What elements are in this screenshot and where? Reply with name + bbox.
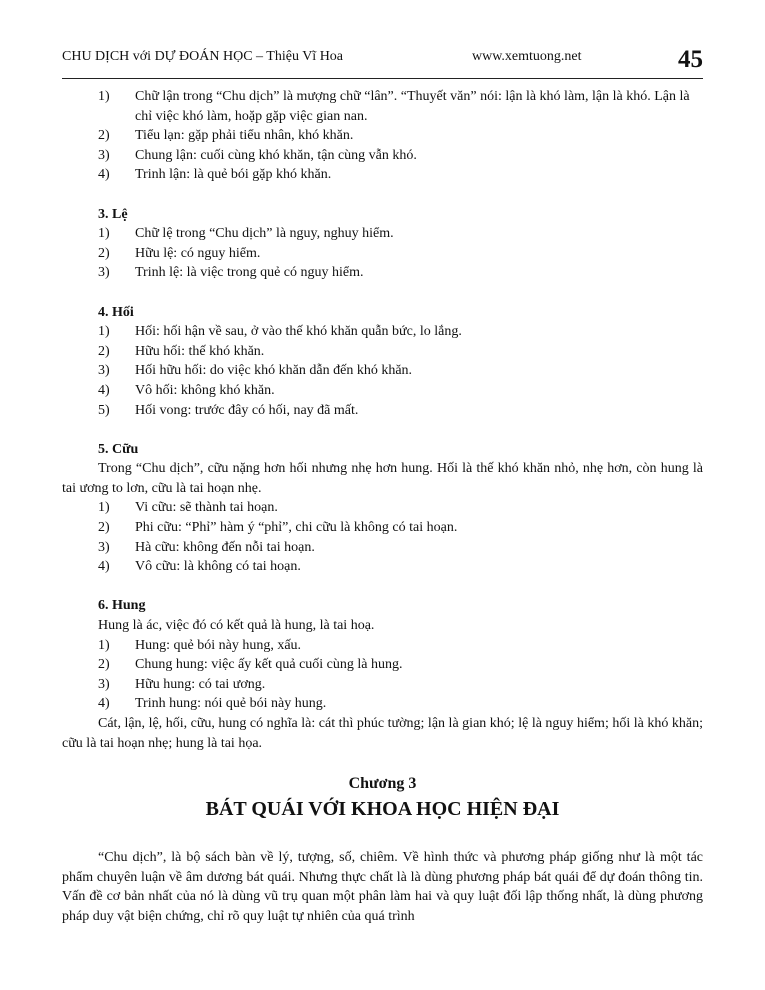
list-item [62, 655, 703, 675]
item-text: Trinh lệ: là việc trong quẻ có nguy hiểm. [135, 265, 364, 281]
item-text: Hối: hối hận về sau, ở vào thế khó khăn quẫn bức, lo lắng. [135, 324, 462, 340]
section-le [62, 205, 703, 283]
item-text: Chữ lệ trong “Chu dịch” là nguy, nghuy hiểm. [135, 226, 394, 242]
list-item [62, 498, 703, 518]
item-number: 4) [98, 167, 110, 183]
item-text: Hữu lệ: có nguy hiểm. [135, 245, 261, 261]
list-item [62, 636, 703, 656]
item-number: 2) [98, 657, 110, 673]
chapter-title: BÁT QUÁI VỚI KHOA HỌC HIỆN ĐẠI [205, 798, 560, 821]
section-intro: Hung là ác, việc đó có kết quả là hung, là tai hoạ. [98, 618, 375, 634]
list-item [62, 87, 703, 126]
list-item [62, 244, 703, 264]
item-number: 2) [98, 520, 110, 536]
list-item [62, 675, 703, 695]
item-number: 2) [98, 343, 110, 359]
item-text: Chung hung: việc ấy kết quả cuối cùng là hung. [135, 657, 403, 673]
section-heading: 6. Hung [98, 598, 146, 614]
list-item [62, 361, 703, 381]
item-text: Vi cữu: sẽ thành tai hoạn. [135, 500, 278, 516]
list-item [62, 263, 703, 283]
section-heading: 4. Hối [98, 304, 134, 320]
chapter-paragraph: “Chu dịch”, là bộ sách bàn về lý, tượng, số, chiêm. Về hình thức và phương pháp giống như là một tác phẩm chuyên luận về âm dương bát quái. Nhưng thực chất là là dùng phương pháp bát quái để dự đoán thông tin. Vấn đề cơ bản nhất của nó là dùng vũ trụ quan một phân làm hai và quy luật đối lập thống nhất, là dùng phương pháp duy vật biện chứng, chỉ rõ quy luật tự nhiên của quá trình [62, 850, 703, 924]
list-item [62, 342, 703, 362]
item-number: 4) [98, 696, 110, 712]
item-text: Vô hối: không khó khăn. [135, 382, 275, 398]
item-text: Trinh lận: là quẻ bói gặp khó khăn. [135, 167, 332, 183]
list-item [62, 538, 703, 558]
list-item [62, 126, 703, 146]
list-item [62, 401, 703, 421]
item-number: 1) [98, 500, 110, 516]
item-number: 3) [98, 147, 110, 163]
item-text: Trinh hung: nói quẻ bói này hung. [135, 696, 327, 712]
website-text: www.xemtuong.net [472, 49, 582, 64]
item-text: Phi cữu: “Phỉ” hàm ý “phỉ”, chi cữu là không có tai hoạn. [135, 520, 458, 536]
section-lan [62, 87, 703, 185]
section-summary: Cát, lận, lệ, hối, cữu, hung có nghĩa là: cát thì phúc tường; lận là gian khó; lệ là nguy hiểm; hối là khó khăn; cữu là tai hoạn nhẹ; hung là tai họa. [62, 716, 703, 751]
book-title: CHU DỊCH với DỰ ĐOÁN HỌC – Thiệu Vĩ Hoa [62, 49, 344, 64]
section-intro: Trong “Chu dịch”, cữu nặng hơn hối nhưng nhẹ hơn hung. Hối là thế khó khăn nhỏ, nhẹ hơn, còn hung là tai ương to lơn, cữu là tai hoạn nhẹ. [62, 461, 703, 496]
section-heading: 5. Cữu [98, 441, 139, 457]
item-number: 3) [98, 363, 110, 379]
list-item [62, 224, 703, 244]
item-text: Hữu hối: thế khó khăn. [135, 343, 265, 359]
page-content [62, 87, 703, 927]
section-heading: 3. Lệ [98, 206, 128, 222]
item-text: Hối vong: trước đây có hối, nay đã mất. [135, 402, 359, 418]
item-number: 1) [98, 89, 110, 104]
item-number: 2) [98, 128, 110, 144]
item-number: 1) [98, 324, 110, 340]
item-number: 3) [98, 676, 110, 692]
item-number: 3) [98, 539, 110, 555]
list-item [62, 518, 703, 538]
item-number: 4) [98, 382, 110, 398]
item-text: Vô cữu: là không có tai hoạn. [135, 559, 301, 575]
section-hung [62, 596, 703, 753]
page-header [62, 44, 703, 79]
item-number: 4) [98, 559, 110, 575]
item-number: 1) [98, 226, 110, 242]
item-text: Tiểu lạn: gặp phải tiểu nhân, khó khăn. [135, 128, 354, 144]
list-item [62, 557, 703, 577]
item-number: 3) [98, 265, 110, 281]
item-text: Hữu hung: có tai ương. [135, 676, 266, 692]
section-hoi [62, 303, 703, 421]
page-number: 45 [678, 46, 703, 73]
item-text: Hối hữu hối: do việc khó khăn dẫn đến khó khăn. [135, 363, 413, 379]
list-item [62, 322, 703, 342]
item-number: 1) [98, 637, 110, 653]
item-text: Hung: quẻ bói này hung, xấu. [135, 637, 302, 653]
item-text: Chữ lận trong “Chu dịch” là mượng chữ “lân”. “Thuyết văn” nói: lận là khó làm, lận là khó. Lận là chỉ việc khó làm, hoặp gặp việc gian nan. [135, 89, 690, 124]
list-item [62, 165, 703, 185]
item-number: 5) [98, 402, 110, 418]
section-cuu [62, 440, 703, 577]
chapter-label: Chương 3 [348, 775, 417, 793]
item-text: Hà cữu: không đến nỗi tai hoạn. [135, 539, 315, 555]
list-item [62, 381, 703, 401]
list-item [62, 146, 703, 166]
item-number: 2) [98, 245, 110, 261]
item-text: Chung lận: cuối cùng khó khăn, tận cùng vẫn khó. [135, 147, 417, 163]
list-item [62, 694, 703, 714]
